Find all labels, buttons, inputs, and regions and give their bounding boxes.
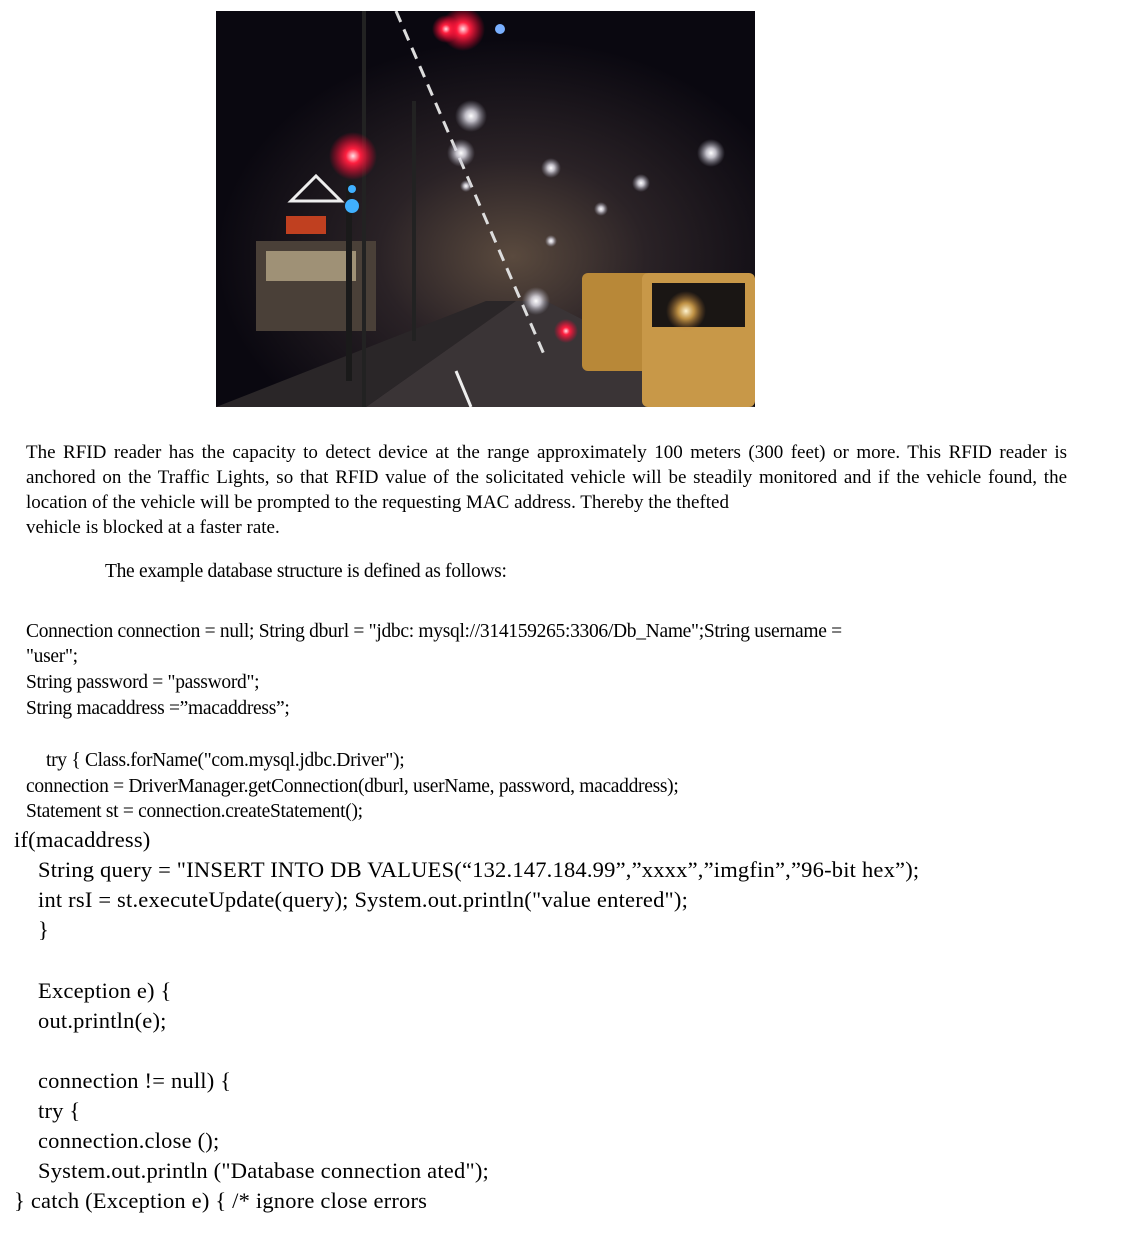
code-line-1: Connection connection = null; String dburl = "jdbc: mysql://314159265:3306/Db_Name";String username = (26, 621, 842, 642)
code-line-14: connection != null) { (38, 1068, 232, 1093)
code-line-10: int rsI = st.executeUpdate(query); System.out.println("value entered"); (38, 887, 689, 912)
code-line-5: try { Class.forName("com.mysql.jdbc.Driver"); (46, 750, 405, 771)
paragraph-last-line: vehicle is blocked at a faster rate. (26, 517, 280, 538)
code-line-17: System.out.println ("Database connection ated"); (38, 1158, 489, 1183)
code-line-15: try { (38, 1098, 81, 1123)
code-line-6: connection = DriverManager.getConnection(dburl, userName, password, macaddress); (26, 776, 679, 797)
code-line-11: } (38, 917, 49, 942)
paragraph-main: The RFID reader has the capacity to detect device at the range approximately 100 meters (300 feet) or more. This RFID reader is anchored on the Traffic Lights, so that RFID value of the solicitated vehicle will be steadily monitored and if the vehicle found, the location of the vehicle will be prompted to the requesting MAC address. Thereby the thefted (26, 442, 1067, 513)
code-line-7: Statement st = connection.createStatement(); (26, 801, 363, 822)
code-line-12: Exception e) { (38, 978, 172, 1003)
code-line-8: if(macaddress) (14, 827, 151, 852)
traffic-light-photo (216, 11, 755, 407)
code-line-18: } catch (Exception e) { /* ignore close errors (14, 1188, 428, 1213)
code-line-13: out.println(e); (38, 1008, 167, 1033)
code-line-9: String query = "INSERT INTO DB VALUES(“132.147.184.99”,”xxxx”,”imgfin”,”96-bit hex”); (38, 857, 920, 882)
code-line-16: connection.close (); (38, 1128, 220, 1153)
code-line-2: "user"; (26, 646, 78, 667)
body-paragraph (26, 440, 1067, 540)
intro-text: The example database structure is defined as follows: (105, 561, 507, 582)
code-line-3: String password = "password"; (26, 672, 260, 693)
code-line-4: String macaddress =”macaddress”; (26, 698, 290, 719)
